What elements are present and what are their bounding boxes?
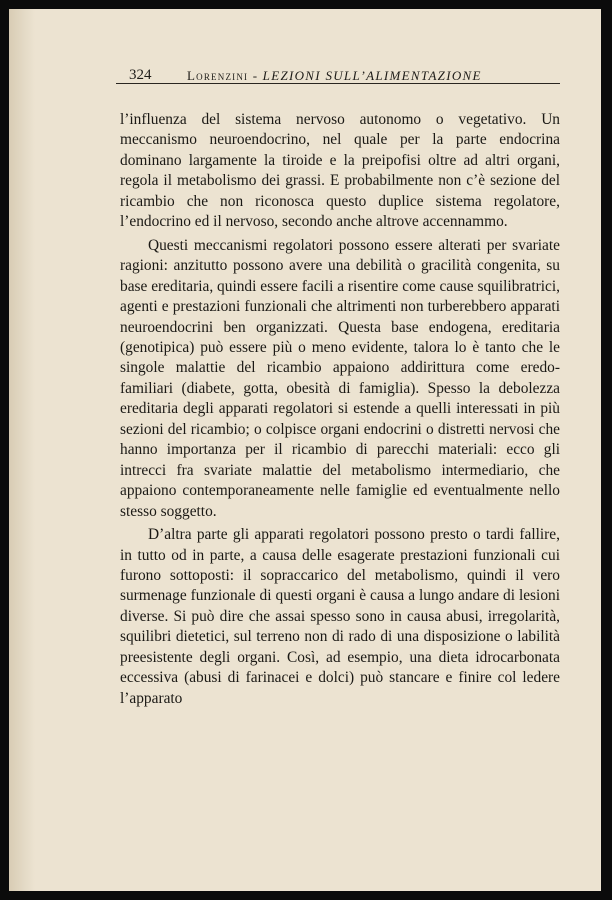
running-head-separator: - xyxy=(252,68,259,83)
paragraph-3: D’altra parte gli apparati regolatori possono presto o tardi fallire, in tutto od in parte, a causa delle esagerate prestazioni funzionali cui furono sottoposti: il sopraccarico del metabolismo, quindi il vero surmenage funzionale di questi organi è causa a lungo andare di lesioni diverse. Si può dire che assai spesso sono in causa abusi, irregolarità, squilibri dietetici, sul terreno non di rado di una disposizione o labilità preesistente degli organi. Così, ad esempio, una dieta idrocarbonata eccessiva (abusi di farinacei e dolci) può stancare e finire col ledere l’apparato xyxy=(120,526,560,707)
page-number: 324 xyxy=(129,67,152,83)
running-head-author: Lorenzini xyxy=(187,68,249,83)
running-head xyxy=(187,68,482,84)
running-header xyxy=(129,67,571,87)
paragraph-2: Questi meccanismi regolatori possono essere alterati per svariate ragioni: anzitutto possono avere una debilità o gracilità congenita, su base ereditaria, quindi essere facili a risentire come cause squilibratrici, agenti e prestazioni funzionali che altrimenti non turberebbero apparati neuroendocrini ben organizzati. Questa base endogena, ereditaria (genotipica) può essere più o meno evidente, talora lo è tanto che le singole malattie del ricambio appaiono addirittura come eredo-familiari (diabete, gotta, obesità di famiglia). Spesso la debolezza ereditaria degli apparati regolatori si estende a quelli interessati in più sezioni del ricambio; o colpisce organi endocrini o distretti nervosi che hanno importanza per il ricambio di parecchi materiali: ecco gli intrecci fra svariate malattie del metabolismo intermediario, che appaiono contemporaneamente nelle famiglie ed eventualmente nello stesso soggetto. xyxy=(120,236,560,520)
page-gutter-shadow xyxy=(9,9,35,891)
header-rule xyxy=(116,83,560,84)
body-text xyxy=(120,110,560,709)
running-head-title: LEZIONI SULL’ALIMENTAZIONE xyxy=(262,68,482,83)
paragraph-1: l’influenza del sistema nervoso autonomo o vegetativo. Un meccanismo neuroendocrino, nel quale per la parte endocrina dominano largamente la tiroide e la preipofisi oltre ad altri organi, regola il metabolismo dei grassi. E probabilmente non c’è sezione del ricambio che non riconosca questo duplice sistema regolatore, l’endocrino ed il nervoso, secondo anche altrove accennammo. xyxy=(120,111,560,231)
